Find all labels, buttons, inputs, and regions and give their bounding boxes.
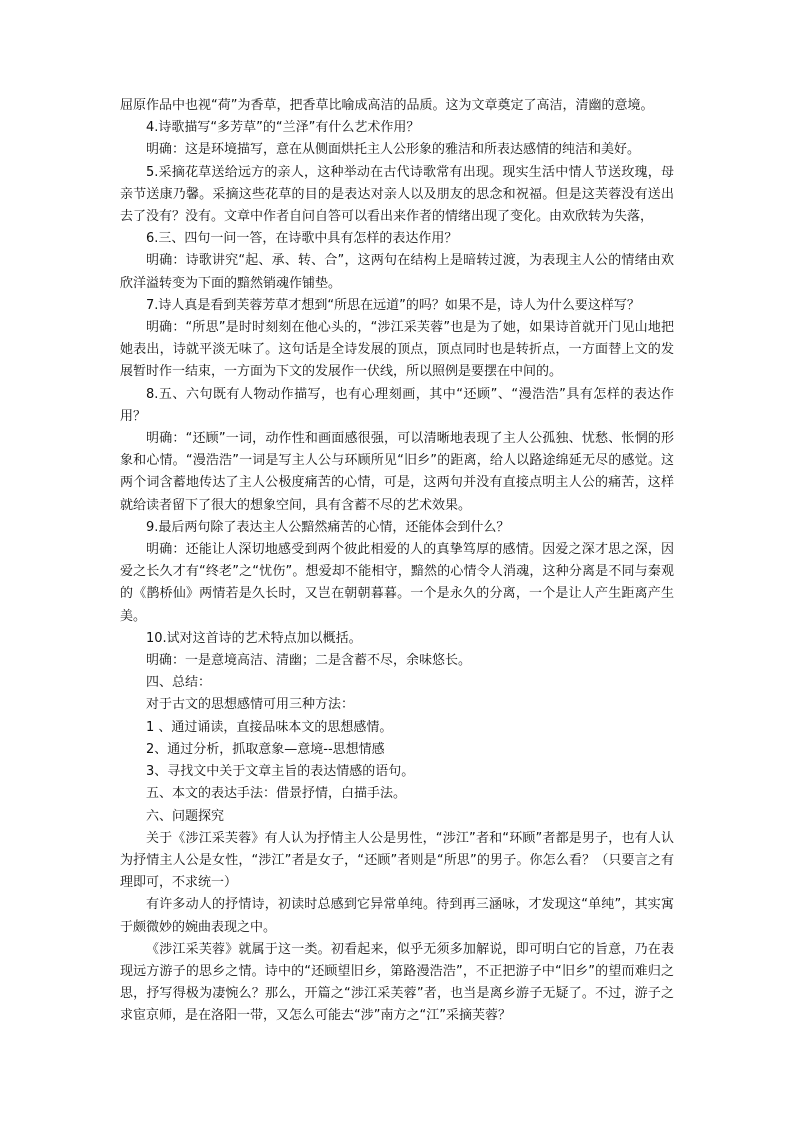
- question-9: 9.最后两句除了表达主人公黯然痛苦的心情，还能体会到什么？: [146, 519, 510, 535]
- answer-7: 明确：“所思”是时时刻刻在他心头的，“涉江采芙蓉”也是为了她，如果诗首就开门见山地把她表出，诗就平淡无味了。这句话是全诗发展的顶点，顶点同时也是转折点，一方面替上文的发展暂时作一结束，一方面为下文的发展作一伏线，所以照例是要摆在中间的。: [120, 320, 674, 380]
- question-4: 4.诗歌描写“多芳草”的“兰泽”有什么艺术作用？: [146, 120, 420, 136]
- list-item: 1 、通过诵读，直接品味本文的思想感情。: [146, 719, 393, 735]
- question-8: 8.五、六句既有人物动作描写，也有心理刻画，其中“还顾”、“漫浩浩”具有怎样的表达作用？: [120, 386, 674, 424]
- section-heading-techniques: 五、本文的表达手法：借景抒情，白描手法。: [146, 786, 407, 802]
- question-7: 7.诗人真是看到芙蓉芳草才想到“所思在远道”的吗？如果不是，诗人为什么要这样写？: [146, 297, 640, 313]
- paragraph: 《涉江采芙蓉》就属于这一类。初看起来，似乎无须多加解说，即可明白它的旨意，乃在表现远方游子的思乡之情。诗中的“还顾望旧乡，第路漫浩浩”，不正把游子中“旧乡”的望而难归之思，抒写得极为凄惋么？那么，开篇之“涉江采芙蓉”者，也当是离乡游子无疑了。不过，游子之求宦京师，是在洛阳一带，又怎么可能去“涉”南方之“江”采摘芙蓉？: [120, 941, 674, 1024]
- answer-10: 明确：一是意境高洁、清幽；二是含蓄不尽，余味悠长。: [146, 653, 472, 669]
- answer-4: 明确：这是环境描写，意在从侧面烘托主人公形象的雅洁和所表达感情的纯洁和美好。: [146, 142, 641, 158]
- section-heading-inquiry: 六、问题探究: [146, 808, 225, 824]
- answer-6: 明确：诗歌讲究“起、承、转、合”，这两句在结构上是暗转过渡，为表现主人公的情绪由欢欣洋溢转变为下面的黯然销魂作铺垫。: [120, 253, 674, 291]
- paragraph: 关于《涉江采芙蓉》有人认为抒情主人公是男性，“涉江”者和“环顾”者都是男子，也有人认为抒情主人公是女性，“涉江”者是女子，“还顾”者则是“所思”的男子。你怎么看？（只要言之有理即可，不求统一）: [120, 830, 674, 891]
- answer-8: 明确：“还顾”一词，动作性和画面感很强，可以清晰地表现了主人公孤独、忧愁、怅惘的形象和心情。“漫浩浩”一词是写主人公与环顾所见“旧乡”的距离，给人以路途绵延无尽的感觉。这两个词含蓄地传达了主人公极度痛苦的心情，可是，这两句并没有直接点明主人公的痛苦，这样就给读者留下了很大的想象空间，具有含蓄不尽的艺术效果。: [120, 431, 674, 513]
- answer-9: 明确：还能让人深切地感受到两个彼此相爱的人的真挚笃厚的感情。因爱之深才思之深，因爱之长久才有“终老”之“忧伤”。想爱却不能相守，黯然的心情令人消魂，这种分离是不同与秦观的《鹊桥仙》两情若是久长时，又岂在朝朝暮暮。一个是永久的分离，一个是让人产生距离产生美。: [120, 542, 674, 624]
- document-page: [120, 95, 674, 1028]
- list-item: 3、寻找文中关于文章主旨的表达情感的语句。: [146, 764, 415, 780]
- question-6: 6.三、四句一问一答，在诗歌中具有怎样的表达作用？: [146, 231, 458, 247]
- paragraph: 有许多动人的抒情诗，初读时总感到它异常单纯。待到再三涵咏，才发现这“单纯”，其实寓于颇微妙的婉曲表现之中。: [120, 897, 674, 935]
- list-item: 2、通过分析，抓取意象—意境--思想情感: [146, 741, 385, 757]
- paragraph: 对于古文的思想感情可用三种方法：: [146, 697, 355, 713]
- paragraph: 屈原作品中也视“荷”为香草，把香草比喻成高洁的品质。这为文章奠定了高洁，清幽的意境。: [120, 98, 654, 113]
- question-10: 10.试对这首诗的艺术特点加以概括。: [146, 630, 362, 646]
- question-5: 5.采摘花草送给远方的亲人，这种举动在古代诗歌常有出现。现实生活中情人节送玫瑰，母亲节送康乃馨。采摘这些花草的目的是表达对亲人以及朋友的思念和祝福。但是这芙蓉没有送出去了没有？没有。文章中作者自问自答可以看出来作者的情绪出现了变化。由欢欣转为失落，: [120, 164, 674, 225]
- section-heading-summary: 四、总结：: [146, 675, 212, 691]
